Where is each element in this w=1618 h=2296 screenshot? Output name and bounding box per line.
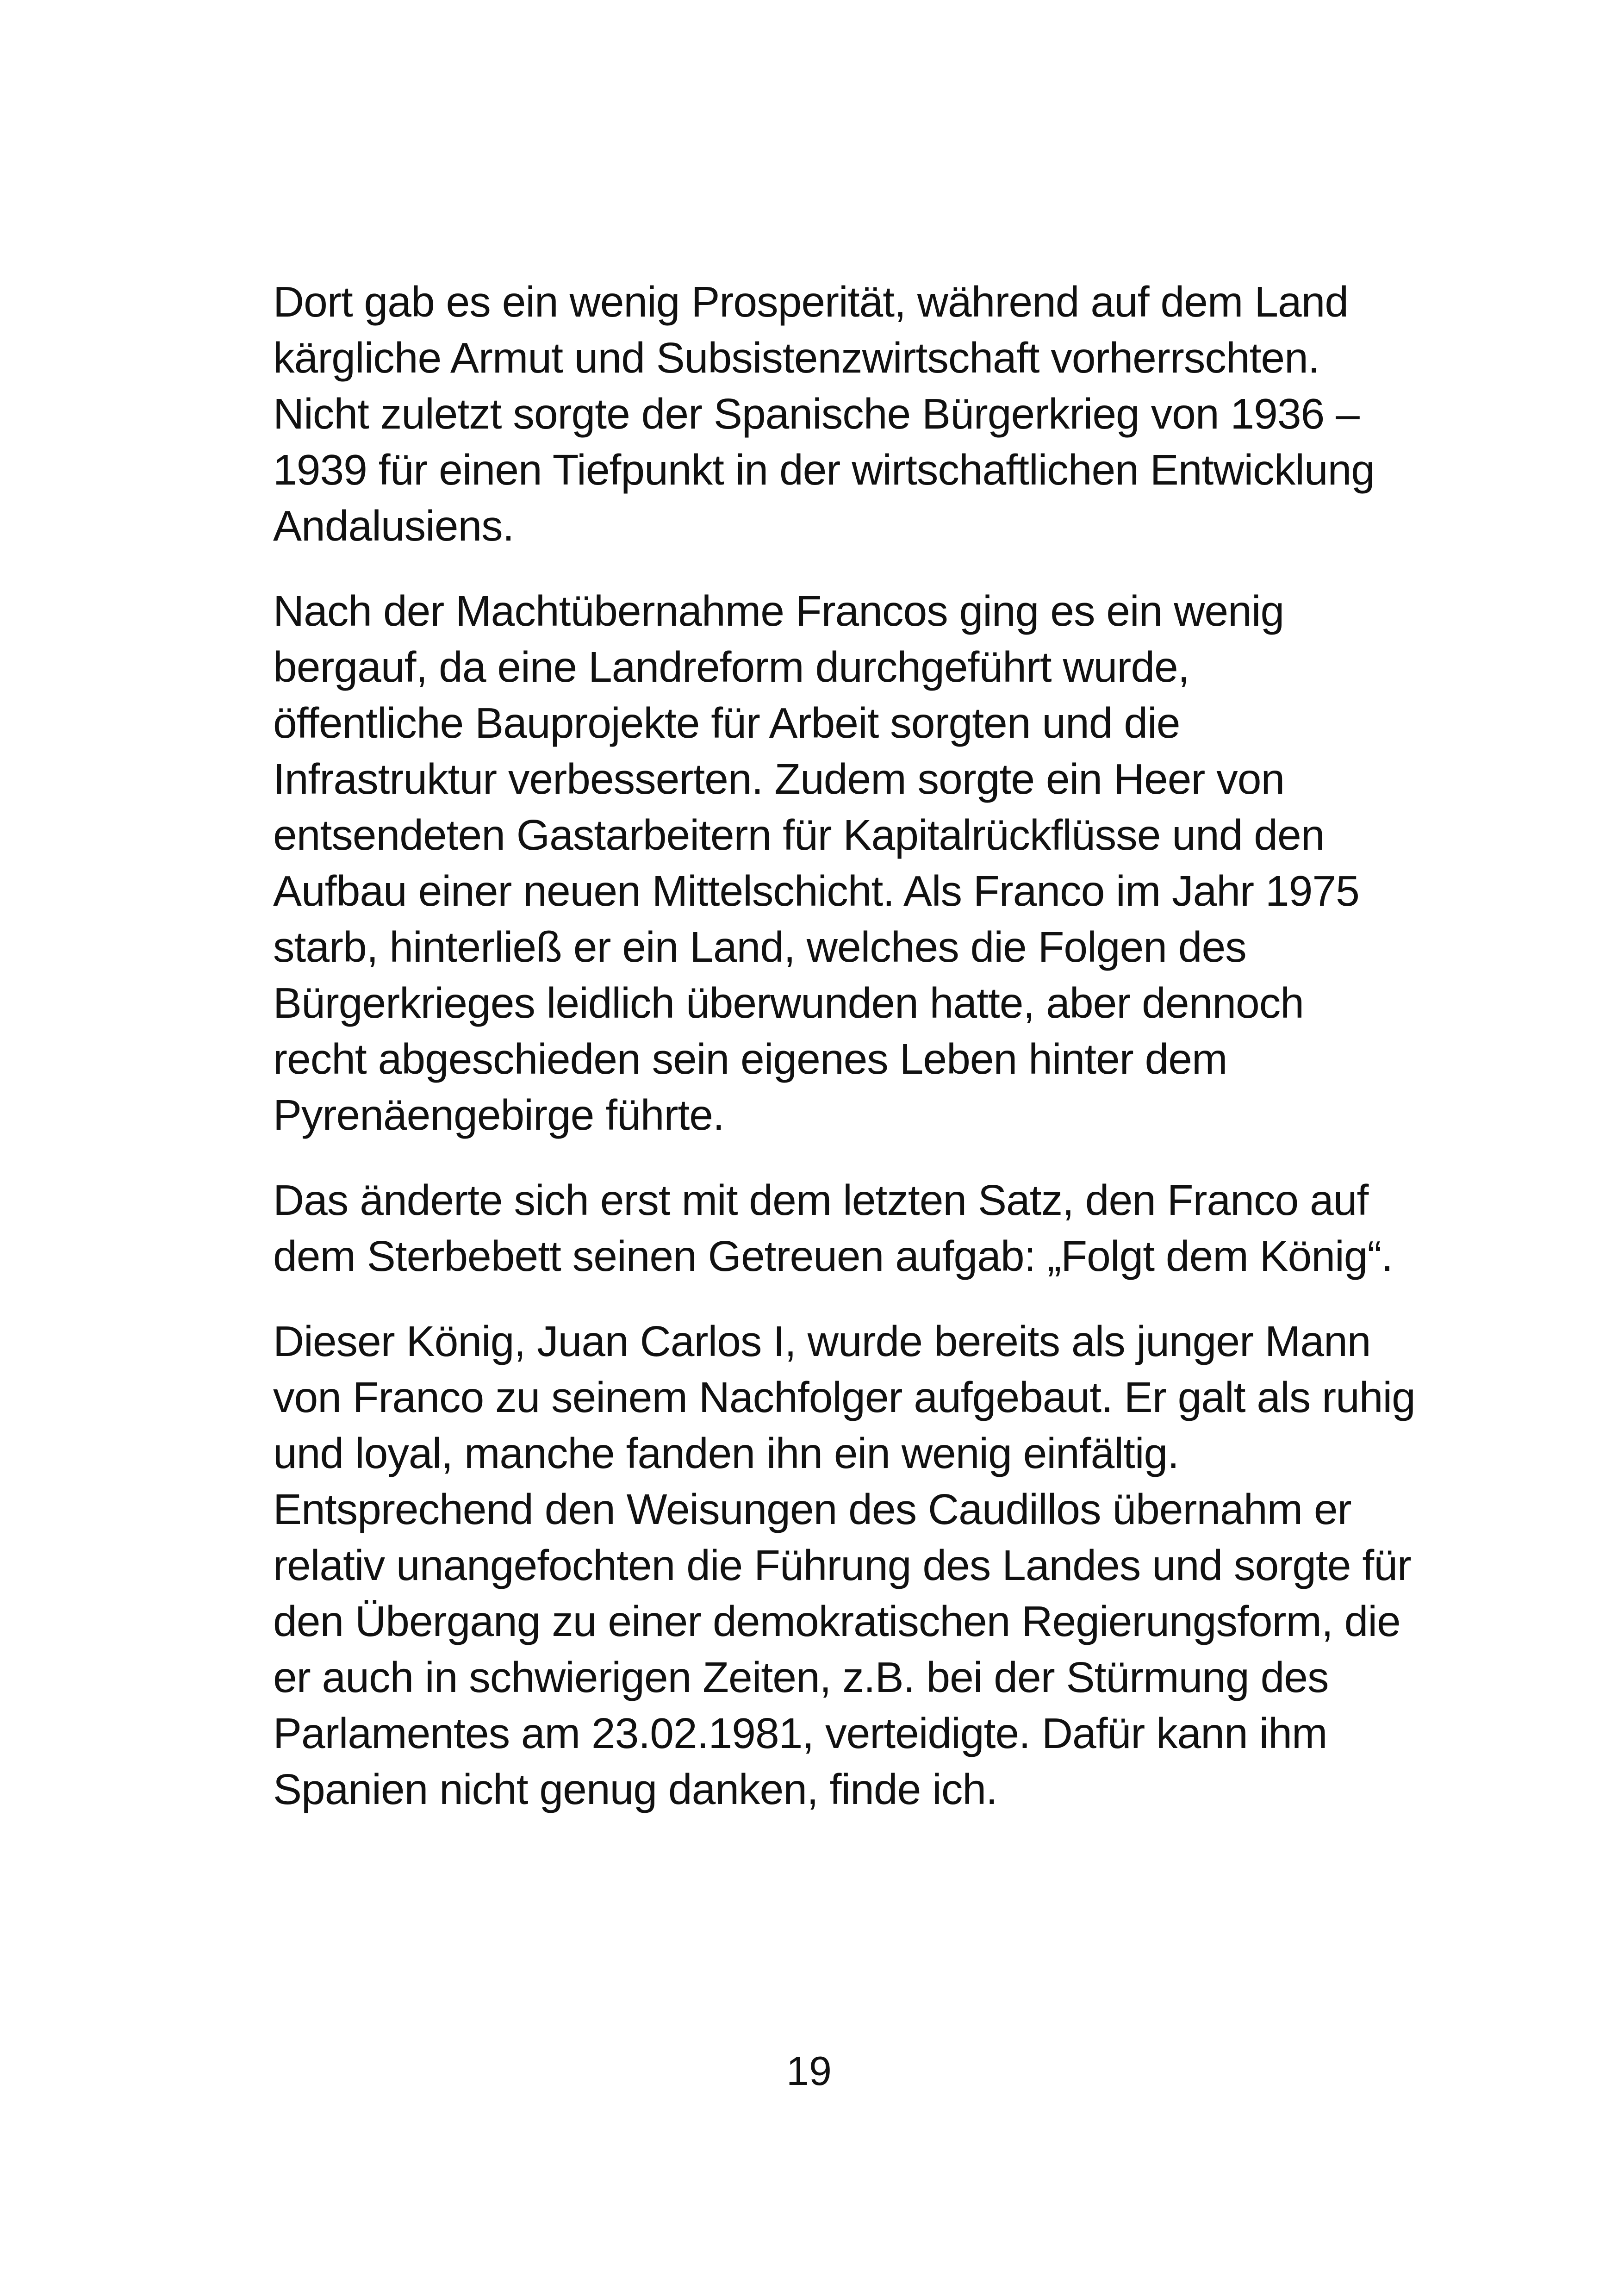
- paragraph-4: [273, 1313, 1430, 1817]
- text-line: Das änderte sich erst mit dem letzten Satz, den Franco auf: [273, 1176, 1369, 1224]
- text-line: Nach der Machtübernahme Francos ging es ein wenig: [273, 587, 1284, 635]
- text-line: Spanien nicht genug danken, finde ich.: [273, 1765, 997, 1813]
- text-line: Dort gab es ein wenig Prosperität, während auf dem Land: [273, 278, 1349, 326]
- text-line: relativ unangefochten die Führung des Landes und sorgte für: [273, 1541, 1411, 1589]
- body-text: [273, 274, 1430, 1847]
- paragraph-1: [273, 274, 1430, 554]
- text-line: dem Sterbebett seinen Getreuen aufgab: „Folgt dem König“.: [273, 1232, 1393, 1280]
- text-line: Entsprechend den Weisungen des Caudillos übernahm er: [273, 1485, 1351, 1533]
- text-line: Bürgerkrieges leidlich überwunden hatte, aber dennoch: [273, 979, 1304, 1027]
- text-line: entsendeten Gastarbeitern für Kapitalrückflüsse und den: [273, 811, 1325, 859]
- text-line: recht abgeschieden sein eigenes Leben hinter dem: [273, 1035, 1227, 1083]
- text-line: Parlamentes am 23.02.1981, verteidigte. Dafür kann ihm: [273, 1709, 1327, 1757]
- paragraph-3: [273, 1172, 1430, 1284]
- text-line: Aufbau einer neuen Mittelschicht. Als Franco im Jahr 1975: [273, 867, 1359, 915]
- text-line: Pyrenäengebirge führte.: [273, 1091, 724, 1139]
- text-line: Nicht zuletzt sorgte der Spanische Bürgerkrieg von 1936 –: [273, 390, 1359, 438]
- text-line: bergauf, da eine Landreform durchgeführt wurde,: [273, 643, 1189, 691]
- text-line: und loyal, manche fanden ihn ein wenig einfältig.: [273, 1429, 1179, 1477]
- text-line: er auch in schwierigen Zeiten, z.B. bei der Stürmung des: [273, 1653, 1329, 1701]
- text-line: starb, hinterließ er ein Land, welches die Folgen des: [273, 923, 1246, 971]
- page-number: 19: [786, 2048, 832, 2094]
- text-line: öffentliche Bauprojekte für Arbeit sorgten und die: [273, 699, 1180, 747]
- paragraph-2: [273, 583, 1430, 1143]
- text-line: von Franco zu seinem Nachfolger aufgebaut. Er galt als ruhig: [273, 1373, 1415, 1421]
- text-line: den Übergang zu einer demokratischen Regierungsform, die: [273, 1597, 1400, 1645]
- text-line: 1939 für einen Tiefpunkt in der wirtschaftlichen Entwicklung: [273, 446, 1375, 494]
- text-line: kärgliche Armut und Subsistenzwirtschaft vorherrschten.: [273, 334, 1319, 382]
- text-line: Andalusiens.: [273, 502, 514, 550]
- text-line: Dieser König, Juan Carlos I, wurde bereits als junger Mann: [273, 1317, 1371, 1365]
- text-line: Infrastruktur verbesserten. Zudem sorgte ein Heer von: [273, 755, 1285, 803]
